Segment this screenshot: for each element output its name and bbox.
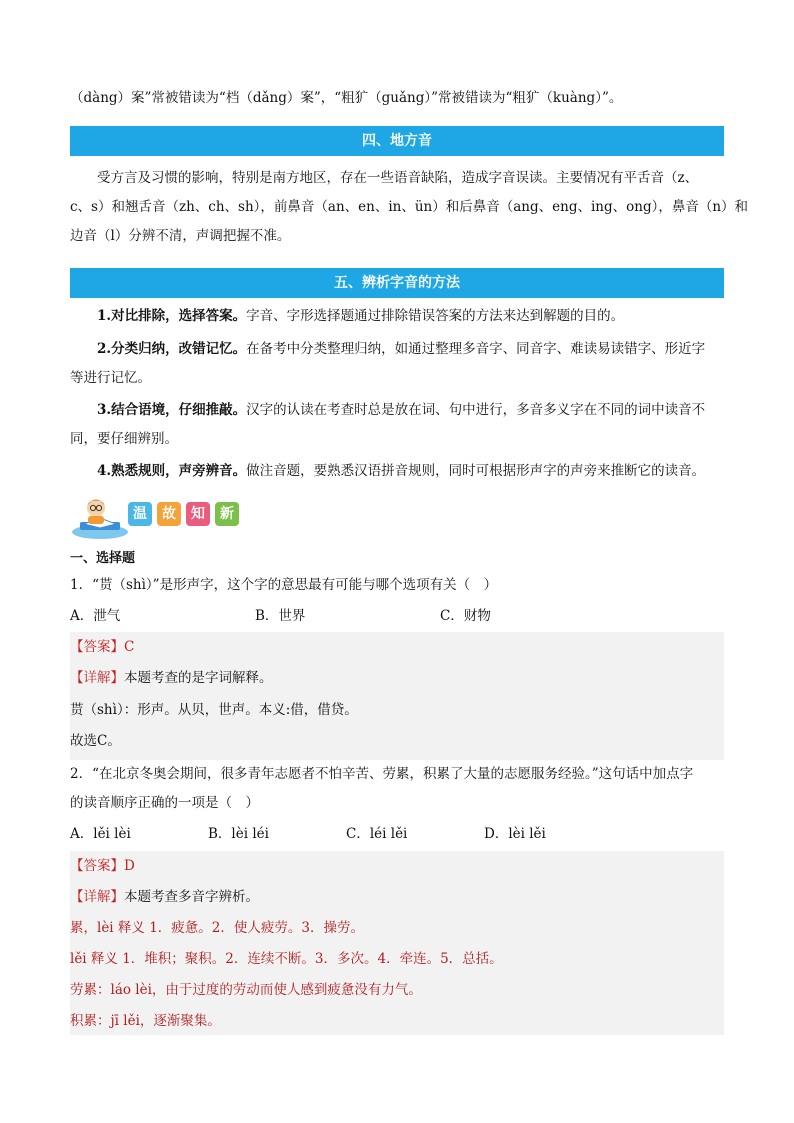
section-header-methods: 五、辨析字音的方法 (70, 268, 724, 298)
method-title: 4.熟悉规则，声旁辨音。 (97, 463, 247, 479)
q1-explain-line: 故选C。 (70, 733, 121, 749)
method-title: 3.结合语境，仔细推敲。 (97, 402, 247, 418)
q2-explain-line: 劳累：láo lèi，由于过度的劳动而使人感到疲惫没有力气。 (70, 982, 422, 998)
q1-answer (70, 637, 724, 657)
q2-answer-panel (70, 851, 724, 1035)
banner-char: 新 (215, 502, 239, 526)
paragraph-line: 边音（l）分辨不清，声调把握不准。 (70, 228, 291, 244)
method-item (70, 339, 724, 359)
q2-explain-line: 积累：jī lěi，逐渐聚集。 (70, 1013, 221, 1029)
banner-char: 知 (186, 502, 210, 526)
section-header-dialect: 四、地方音 (70, 126, 724, 156)
answer-label: 【答案】 (70, 858, 124, 874)
detail-text: 本题考查的是字词解释。 (124, 670, 273, 686)
detail-label: 【详解】 (70, 670, 124, 686)
method-text: 字音、字形选择题通过排除错误答案的方法来达到解题的目的。 (246, 308, 625, 324)
paragraph-line: 受方言及习惯的影响，特别是南方地区，存在一些语音缺陷，造成字音误读。主要情况有平舌音（z、 (97, 170, 699, 186)
banner-char: 温 (128, 502, 152, 526)
method-title: 1.对比排除，选择答案。 (97, 308, 247, 324)
method-text: 汉字的认读在考查时总是放在词、句中进行，多音多义字在不同的词中读音不 (246, 402, 706, 418)
q2-explain-line: lěi 释义 1．堆积；聚积。2．连续不断。3．多次。4．牵连。5．总括。 (70, 951, 503, 967)
question-2-stem-cont: 的读音顺序正确的一项是（ ） (70, 795, 259, 811)
exercise-heading: 一、选择题 (70, 551, 136, 566)
q1-detail (70, 668, 724, 688)
question-2-stem: 2．“在北京冬奥会期间，很多青年志愿者不怕辛苦、劳累，积累了大量的志愿服务经验。”这句话中加点字 (70, 766, 694, 782)
q1-explain-line: 贳（shì）：形声。从贝，世声。本义:借，借贷。 (70, 702, 358, 718)
q2-option-a: A．lěi lèi (70, 826, 131, 842)
method-title: 2.分类归纳，改错记忆。 (97, 341, 247, 357)
method-item (70, 400, 724, 420)
question-1-stem: 1．“贳（shì）”是形声字，这个字的意思最有可能与哪个选项有关（ ） (70, 577, 498, 593)
q1-option-c: C．财物 (440, 608, 491, 624)
q2-option-b: B．lèi léi (208, 826, 269, 842)
paragraph-line: c、s）和翘舌音（zh、ch、sh），前鼻音（an、en、in、ün）和后鼻音（ang、eng、ing、ong），鼻音（n）和 (70, 199, 749, 215)
method-item (70, 306, 724, 326)
q2-answer (70, 856, 724, 876)
q1-option-b: B．世界 (255, 608, 306, 624)
method-item (70, 461, 724, 481)
q2-detail (70, 887, 724, 907)
answer-value: C (124, 639, 135, 655)
q2-option-c: C．léi lěi (346, 826, 408, 842)
review-banner (70, 494, 260, 540)
answer-value: D (124, 858, 135, 874)
method-continuation: 同，要仔细辨别。 (70, 431, 178, 447)
detail-text: 本题考查多音字辨析。 (124, 889, 259, 905)
detail-label: 【详解】 (70, 889, 124, 905)
student-reading-icon (70, 494, 130, 540)
banner-char: 故 (157, 502, 181, 526)
method-continuation: 等进行记忆。 (70, 370, 151, 386)
method-text: 在备考中分类整理归纳，如通过整理多音字、同音字、难读易读错字、形近字 (246, 341, 706, 357)
q1-option-a: A．泄气 (70, 608, 121, 624)
q2-explain-line: 累，lèi 释义 1．疲惫。2．使人疲劳。3．操劳。 (70, 920, 364, 936)
q2-option-d: D．lèi lěi (484, 826, 546, 842)
answer-label: 【答案】 (70, 639, 124, 655)
carryover-line: （dàng）案”常被错读为“档（dǎng）案”，“粗犷（guǎng）”常被错读为“粗犷（kuàng）”。 (70, 90, 623, 106)
method-text: 做注音题，要熟悉汉语拼音规则，同时可根据形声字的声旁来推断它的读音。 (246, 463, 706, 479)
